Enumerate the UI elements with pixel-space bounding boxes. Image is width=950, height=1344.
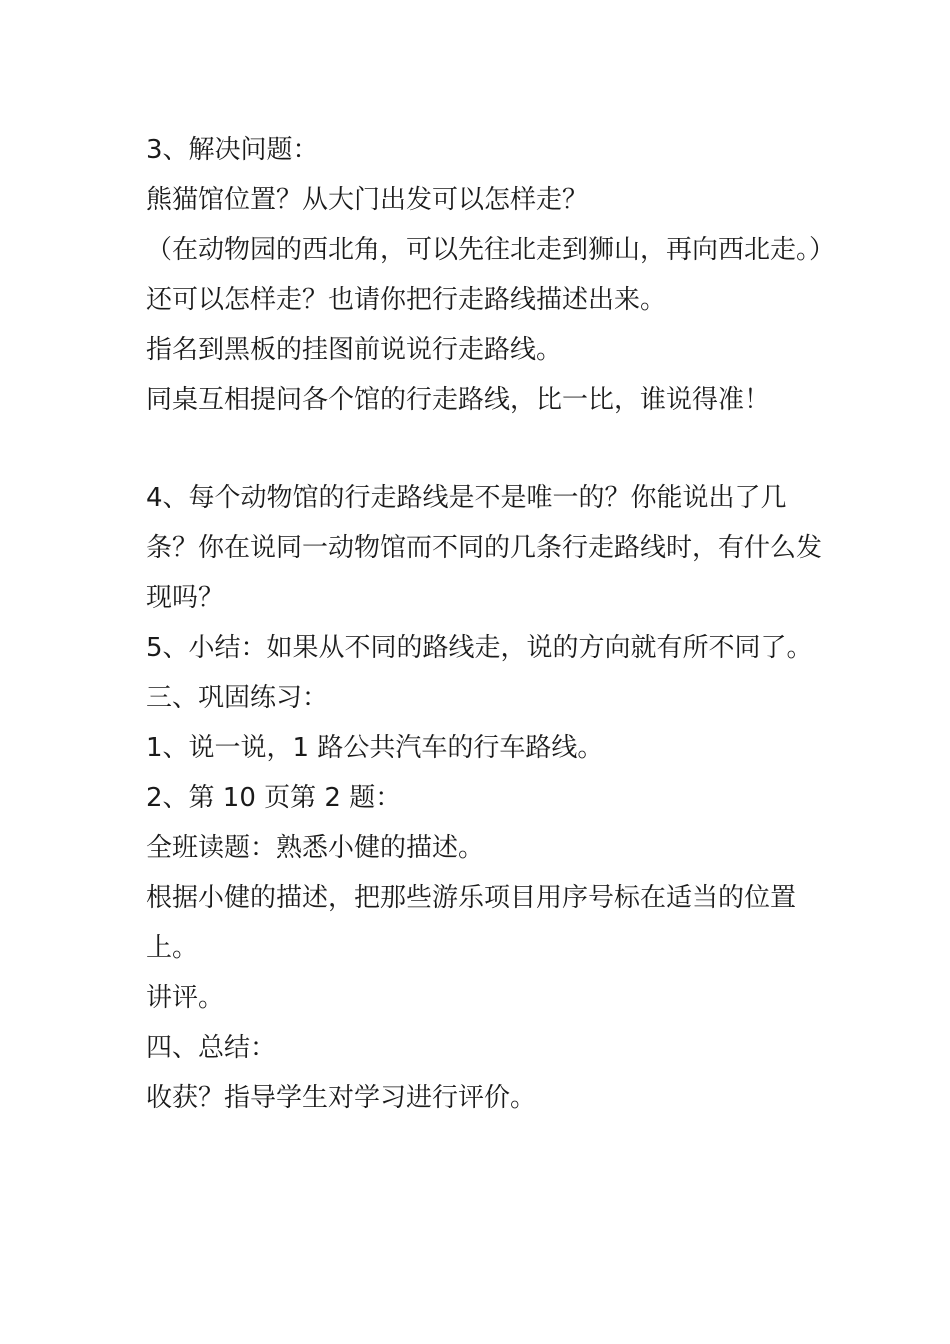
- paragraph-review: 讲评。: [146, 983, 225, 1013]
- paragraph-deskmate-quiz: 同桌互相提问各个馆的行走路线，比一比，谁说得准！: [146, 385, 771, 415]
- paragraph-other-routes: 还可以怎样走？也请你把行走路线描述出来。: [146, 285, 667, 315]
- document-body: [146, 125, 836, 1123]
- paragraph-page-exercise: 2、第 10 页第 2 题：: [146, 783, 402, 813]
- paragraph-mark-positions: 根据小健的描述，把那些游乐项目用序号标在适当的位置上。: [146, 883, 797, 963]
- paragraph-solve-problem-heading: 3、解决问题：: [146, 135, 319, 165]
- paragraph-practice-heading: 三、巩固练习：: [146, 683, 329, 713]
- paragraph-panda-answer: （在动物园的西北角，可以先往北走到狮山，再向西北走。）: [146, 235, 836, 265]
- blank-line: [146, 425, 836, 473]
- paragraph-summary: 5、小结：如果从不同的路线走，说的方向就有所不同了。: [146, 633, 813, 663]
- paragraph-bus-route: 1、说一说，1 路公共汽车的行车路线。: [146, 733, 604, 763]
- paragraph-blackboard: 指名到黑板的挂图前说说行走路线。: [146, 335, 563, 365]
- paragraph-class-reading: 全班读题：熟悉小健的描述。: [146, 833, 485, 863]
- paragraph-gains: 收获？指导学生对学习进行评价。: [146, 1083, 537, 1113]
- paragraph-panda-question: 熊猫馆位置？从大门出发可以怎样走？: [146, 185, 589, 215]
- paragraph-conclusion-heading: 四、总结：: [146, 1033, 277, 1063]
- paragraph-unique-route-question: 4、每个动物馆的行走路线是不是唯一的？你能说出了几条？你在说同一动物馆而不同的几条行走路线时，有什么发现吗？: [146, 483, 823, 613]
